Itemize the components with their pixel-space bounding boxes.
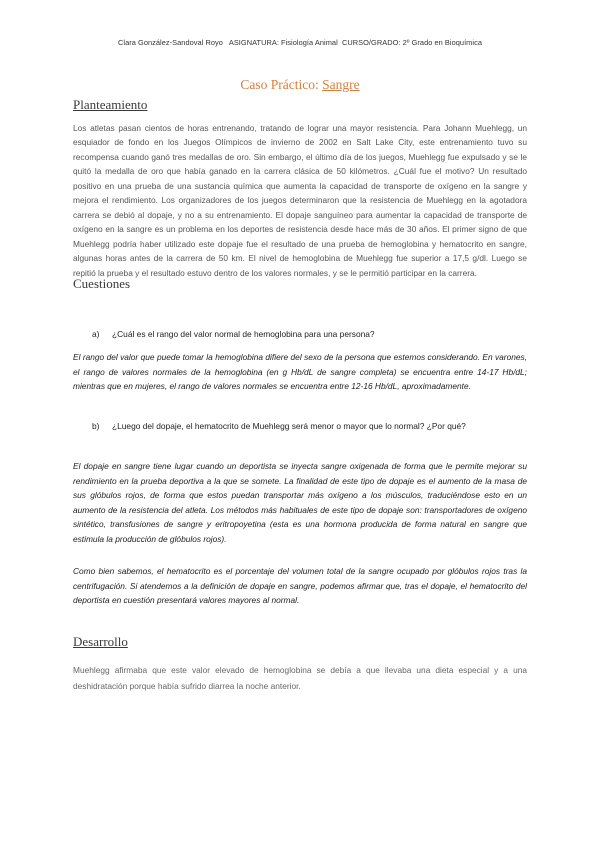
- answer-b-paragraph-2: Como bien sabemos, el hematocrito es el porcentaje del volumen total de la sangre ocupado por glóbulos rojos tras la centrifugación. Si atendemos a la definición de dopaje en sangre, podemos afirmar que, tras el dopaje, el hematocrito del deportista en cuestión presentará valores mayores al normal.: [73, 566, 527, 605]
- question-a-label: a): [92, 329, 100, 339]
- heading-planteamiento: Planteamiento: [73, 97, 148, 112]
- question-a: [92, 327, 527, 342]
- heading-desarrollo: Desarrollo: [73, 634, 128, 649]
- page-title: [0, 77, 600, 93]
- answer-a: El rango del valor que puede tomar la hemoglobina difiere del sexo de la persona que estemos considerando. En varones, el rango de valores normales de la hemoglobina (en g Hb/dL de sangre completa) se encuentra entre 14-17 Hb/dL; mientras que en mujeres, el rango de valores normales se encuentra entre 12-16 Hb/dL, aproximadamente.: [73, 352, 527, 391]
- heading-cuestiones: Cuestiones: [73, 276, 131, 291]
- header-author: Clara González-Sandoval Royo: [118, 38, 223, 47]
- desarrollo-text: Muehlegg afirmaba que este valor elevado de hemoglobina se debía a que llevaba una dieta especial y a una deshidratación porque había sufrido diarrea la noche anterior.: [73, 665, 527, 691]
- question-a-text: ¿Cuál es el rango del valor normal de hemoglobina para una persona?: [112, 329, 375, 339]
- page-header: [0, 38, 600, 47]
- question-b: [92, 419, 527, 434]
- planteamiento-text: Los atletas pasan cientos de horas entrenando, tratando de lograr una mayor resistencia. Para Johann Muehlegg, un esquiador de fondo en los Juegos Olímpicos de invierno de 2002 en Salt Lake City, este entrenamiento tuvo su recompensa cuando ganó tres medallas de oro. Sin embargo, el último día de los juegos, Muehlegg fue expulsado y se le quitó la medalla de oro que había ganado en la carrera clásica de 50 kilómetros. ¿Cuál fue el motivo? Un resultado positivo en una prueba de una sustancia química que aumenta la capacidad de transporte de oxígeno en la sangre y mejora el rendimiento. Los organizadores de los juegos determinaron que la resistencia de Muehlegg en la agotadora carrera se debió al dopaje, y no a su entrenamiento. El dopaje sanguíneo para aumentar la capacidad de transporte de oxígeno en la sangre es un problema en los deportes de resistencia desde hace más de 30 años. El primer signo de que Muehlegg podría haber utilizado este dopaje fue el resultado de una prueba de hemoglobina y hematocrito en sangre, algunas horas antes de la carrera de 50 km. El nivel de hemoglobina de Muehlegg fue superior a 17,5 g/dl. Luego se repitió la prueba y el resultado estuvo dentro de los valores normales, y se le permitió participar en la carrera.: [73, 123, 527, 278]
- question-b-text: ¿Luego del dopaje, el hematocrito de Muehlegg será menor o mayor que lo normal? ¿Por qué?: [112, 421, 466, 431]
- header-subject: ASIGNATURA: Fisiología Animal: [228, 38, 338, 47]
- question-b-label: b): [92, 421, 100, 431]
- title-topic: Sangre: [322, 77, 360, 92]
- title-prefix: Caso Práctico:: [240, 77, 319, 92]
- answer-b-paragraph-1: El dopaje en sangre tiene lugar cuando un deportista se inyecta sangre oxigenada de forma que le permite mejorar su rendimiento en la prueba deportiva a la que se somete. La finalidad de este tipo de dopaje es el aumento de la masa de sus glóbulos rojos, de forma que estos puedan transportar más oxígeno a los músculos, traduciéndose esto en un aumento de la resistencia del atleta. Los métodos más habituales de este tipo de dopaje son: transportadores de oxígeno sintético, transfusiones de sangre y eritropoyetina (esta es una hormona producida de forma natural en sangre que estimula la producción de glóbulos rojos).: [73, 461, 527, 544]
- header-course: CURSO/GRADO: 2º Grado en Bioquímica: [341, 38, 482, 47]
